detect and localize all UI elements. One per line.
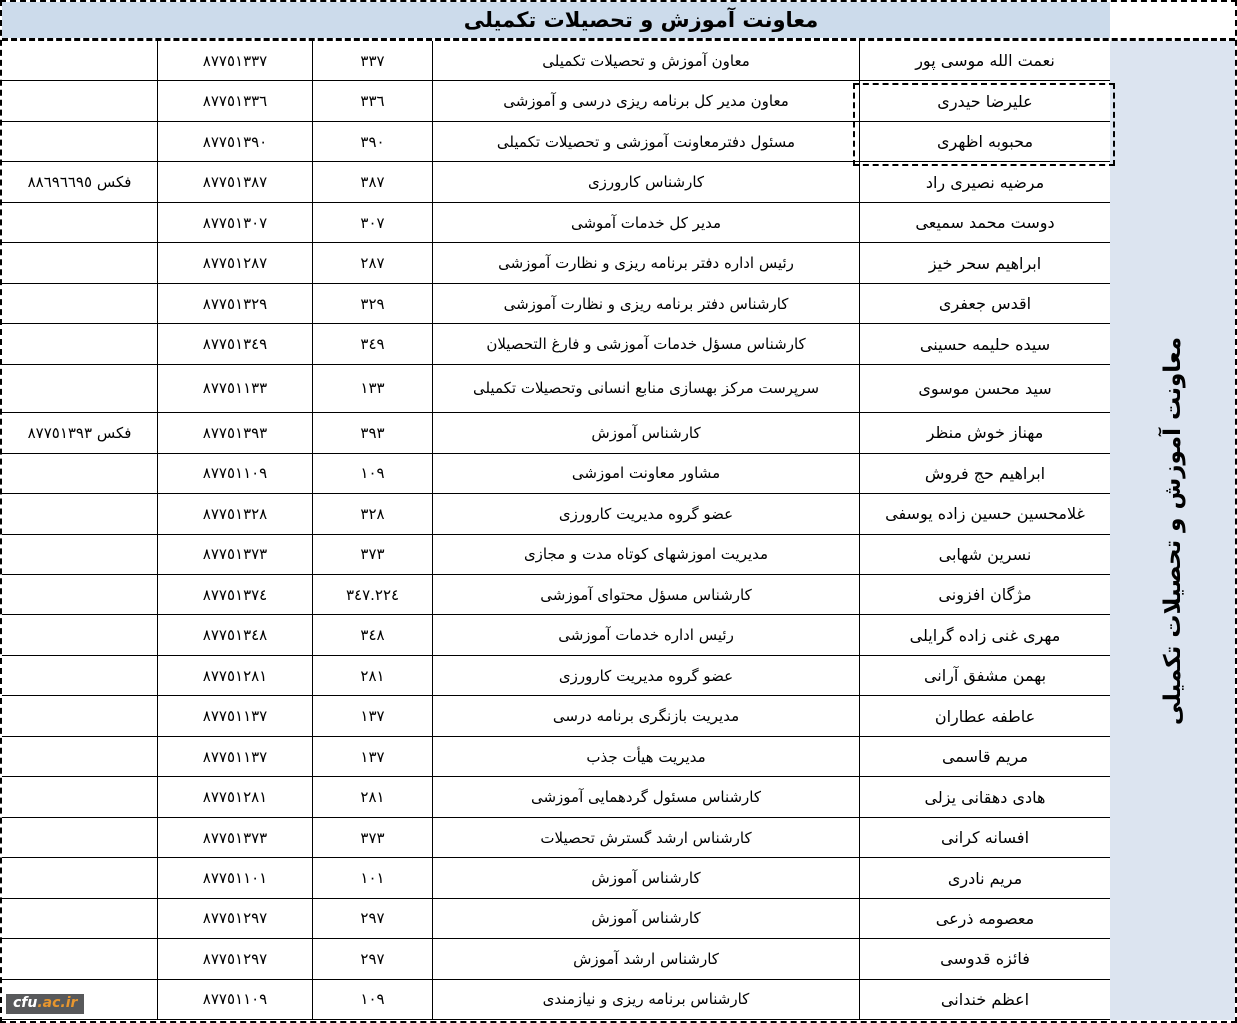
name-cell: معصومه ذرعی [859,899,1110,938]
position-cell: سرپرست مرکز بهسازی منابع انسانی وتحصیلات تکمیلی [432,365,859,412]
fax-cell [2,615,157,654]
header-band [2,2,1110,38]
position-cell: مدیر کل خدمات آموشی [432,203,859,242]
fax-cell: فکس ٨٧٧٥١٣٩٣ [27,423,132,442]
name-cell: ابراهیم سحر خیز [859,243,1110,282]
name-cell: مرضیه نصیری راد [859,162,1110,201]
position-cell: کارشناس آموزش [432,899,859,938]
table-row [2,454,1110,494]
fax-cell [2,243,157,282]
table-row [2,939,1110,979]
extension-cell: ٣٤٩ [312,324,432,363]
extension-cell: ٣٩٠ [312,122,432,161]
table-row [2,535,1110,575]
table-row [2,656,1110,696]
extension-cell: ١٠٩ [312,454,432,493]
extension-cell: ٢٨٧ [312,243,432,282]
extension-cell: ٣٧٣ [312,818,432,857]
phone-cell: ٨٧٧٥١١٣٣ [157,365,312,412]
extension-cell: ٣٩٣ [312,413,432,452]
extension-cell: ١٠٩ [312,980,432,1019]
fax-cell [2,777,157,816]
position-cell: کارشناس آموزش [432,858,859,897]
name-cell: افسانه کرانی [859,818,1110,857]
extension-cell: ٣٤٨ [312,615,432,654]
table-row [2,899,1110,939]
table-row [2,81,1110,121]
page-title: معاونت آموزش و تحصیلات تکمیلی [463,8,819,32]
extension-cell: ٢٨١ [312,777,432,816]
extension-cell: ٢٨١ [312,656,432,695]
position-cell: عضو گروه مدیریت کارورزی [432,656,859,695]
name-cell: مژگان افزونی [859,575,1110,614]
phone-cell: ٨٧٧٥١١٣٧ [157,696,312,735]
extension-cell: ٣٢٨ [312,494,432,533]
phone-cell: ٨٧٧٥١٣٠٧ [157,203,312,242]
table-row [2,777,1110,817]
fax-cell [2,122,157,161]
name-cell: نسرین شهابی [859,535,1110,574]
extension-cell: ٣٣٦ [312,81,432,120]
table-row [2,858,1110,898]
table-row [2,575,1110,615]
fax-cell [2,696,157,735]
name-cell: دوست محمد سمیعی [859,203,1110,242]
fax-cell [2,737,157,776]
table-row [2,365,1110,413]
phone-cell: ٨٧٧٥١٣٧٣ [157,818,312,857]
position-cell: مدیریت اموزشهای کوتاه مدت و مجازی [432,535,859,574]
position-cell: رئیس اداره خدمات آموزشی [432,615,859,654]
position-cell: معاون مدیر کل برنامه ریزی درسی و آموزشی [432,81,859,120]
phone-cell: ٨٧٧٥١٢٩٧ [157,939,312,978]
phone-cell: ٨٧٧٥١٣٤٨ [157,615,312,654]
table-row [2,41,1110,81]
table-row [2,818,1110,858]
phone-cell: ٨٧٧٥١٢٨١ [157,777,312,816]
phone-cell: ٨٧٧٥١٣٩٣ [157,413,312,452]
phone-cell: ٨٧٧٥١٢٨٧ [157,243,312,282]
position-cell: مدیریت هیأت جذب [432,737,859,776]
fax-cell: فکس ٨٨٦٩٦٦٩٥ [27,173,132,192]
fax-cell [2,81,157,120]
name-cell: مهناز خوش منظر [859,413,1110,452]
position-cell: کارشناس مسئول گردهمایی آموزشی [432,777,859,816]
position-cell: کارشناس ارشد آموزش [432,939,859,978]
phone-cell: ٨٧٧٥١١٠٩ [157,980,312,1019]
table-row [2,203,1110,243]
fax-cell [2,899,157,938]
name-cell: بهمن مشفق آرانی [859,656,1110,695]
department-sidebar [1110,41,1235,1020]
directory-table [2,41,1110,1020]
table-row [2,324,1110,364]
phone-cell: ٨٧٧٥١٣٩٠ [157,122,312,161]
phone-cell: ٨٧٧٥١٣٣٦ [157,81,312,120]
fax-cell [2,818,157,857]
fax-cell [2,858,157,897]
phone-cell: ٨٧٧٥١٣٧٤ [157,575,312,614]
name-cell: مهری غنی زاده گرایلی [859,615,1110,654]
fax-cell [2,535,157,574]
position-cell: کارشناس دفتر برنامه ریزی و نظارت آموزشی [432,284,859,323]
name-cell: سید محسن موسوی [859,365,1110,412]
fax-cell [2,494,157,533]
extension-cell: ١٣٧ [312,737,432,776]
name-cell: غلامحسین حسین زاده یوسفی [859,494,1110,533]
header-row [2,2,1235,41]
name-cell: عاطفه عطاران [859,696,1110,735]
extension-cell: ٣٢٩ [312,284,432,323]
table-row [2,980,1110,1020]
name-cell: سیده حلیمه حسینی [859,324,1110,363]
fax-cell [2,365,157,412]
fax-cell [2,41,157,80]
phone-cell: ٨٧٧٥١٣٨٧ [157,162,312,201]
phone-cell: ٨٧٧٥١١٠٩ [157,454,312,493]
table-row [2,243,1110,283]
position-cell: مسئول دفترمعاونت آموزشی و تحصیلات تکمیلی [432,122,859,161]
phone-cell: ٨٧٧٥١١٠١ [157,858,312,897]
name-cell: علیرضا حیدری [859,81,1110,120]
position-cell: کارشناس مسؤل محتوای آموزشی [432,575,859,614]
fax-cell [2,324,157,363]
table-row [2,494,1110,534]
table-row [2,122,1110,162]
fax-cell [2,284,157,323]
extension-cell: ٣٣٧ [312,41,432,80]
position-cell: معاون آموزش و تحصیلات تکمیلی [432,41,859,80]
extension-cell: ٢٩٧ [312,899,432,938]
name-cell: نعمت الله موسی پور [859,41,1110,80]
name-cell: فائزه قدوسی [859,939,1110,978]
position-cell: عضو گروه مدیریت کارورزی [432,494,859,533]
watermark-rest: .ac.ir [37,995,78,1011]
extension-cell: ١٣٣ [312,365,432,412]
table-row [2,413,1110,453]
phone-cell: ٨٧٧٥١٣٢٨ [157,494,312,533]
header-corner [1110,2,1235,38]
watermark-bold: cfu [13,995,38,1011]
position-cell: کارشناس کارورزی [432,162,859,201]
fax-cell [2,575,157,614]
phone-cell: ٨٧٧٥١٢٨١ [157,656,312,695]
sidebar-vertical-title: معاونت آموزش و تحصیلات تکمیلی [1159,336,1186,725]
phone-cell: ٨٧٧٥١٣٤٩ [157,324,312,363]
extension-cell: ١٣٧ [312,696,432,735]
main-area [2,41,1235,1020]
extension-cell: ٣٨٧ [312,162,432,201]
site-watermark [6,994,84,1014]
extension-cell: ٣٤٧.٢٢٤ [312,575,432,614]
fax-cell [2,203,157,242]
table-row [2,696,1110,736]
phone-cell: ٨٧٧٥١٣٣٧ [157,41,312,80]
extension-cell: ٣٧٣ [312,535,432,574]
phone-cell: ٨٧٧٥١١٣٧ [157,737,312,776]
extension-cell: ٢٩٧ [312,939,432,978]
fax-cell [2,656,157,695]
table-row [2,737,1110,777]
position-cell: کارشناس برنامه ریزی و نیازمندی [432,980,859,1019]
name-cell: اعظم خندانی [859,980,1110,1019]
phone-cell: ٨٧٧٥١٢٩٧ [157,899,312,938]
name-cell: هادی دهقانی یزلی [859,777,1110,816]
position-cell: کارشناس ارشد گسترش تحصیلات [432,818,859,857]
extension-cell: ١٠١ [312,858,432,897]
position-cell: مشاور معاونت اموزشی [432,454,859,493]
phone-cell: ٨٧٧٥١٣٧٣ [157,535,312,574]
name-cell: محبوبه اظهری [859,122,1110,161]
name-cell: ابراهیم حج فروش [859,454,1110,493]
phone-cell: ٨٧٧٥١٣٢٩ [157,284,312,323]
name-cell: مریم نادری [859,858,1110,897]
position-cell: مدیریت بازنگری برنامه درسی [432,696,859,735]
table-row [2,615,1110,655]
position-cell: کارشناس مسؤل خدمات آموزشی و فارغ التحصیلان [432,324,859,363]
position-cell: کارشناس آموزش [432,413,859,452]
position-cell: رئیس اداره دفتر برنامه ریزی و نظارت آموزشی [432,243,859,282]
name-cell: مریم قاسمی [859,737,1110,776]
table-row [2,162,1110,202]
fax-cell [2,939,157,978]
fax-cell [2,454,157,493]
table-row [2,284,1110,324]
extension-cell: ٣٠٧ [312,203,432,242]
name-cell: اقدس جعفری [859,284,1110,323]
